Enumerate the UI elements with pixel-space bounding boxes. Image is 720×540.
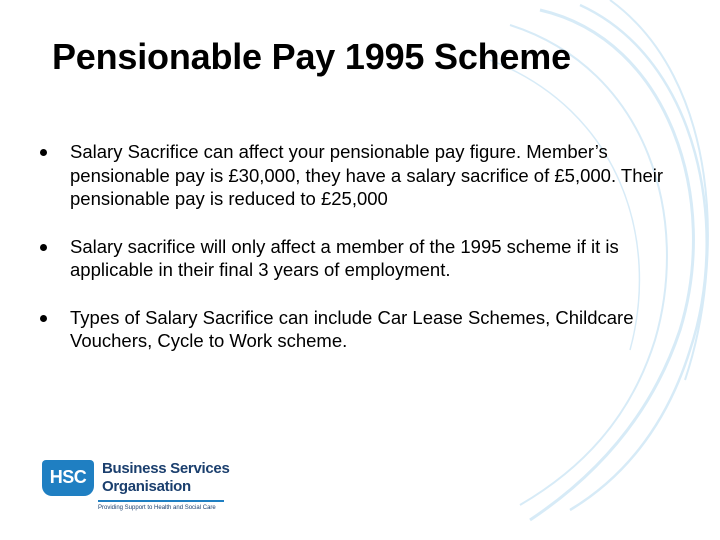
bso-logo — [42, 460, 232, 520]
bullet-item — [38, 140, 698, 211]
bullet-item — [38, 306, 698, 353]
logo-name-line1: Business Services — [102, 460, 230, 477]
logo-name-line2: Organisation — [102, 478, 191, 495]
logo-divider — [98, 500, 224, 502]
bullet-dot-icon — [40, 149, 47, 156]
hsc-badge-text: HSC — [49, 467, 87, 487]
bullet-dot-icon — [40, 315, 47, 322]
bullet-list — [38, 140, 698, 377]
bullet-dot-icon — [40, 244, 47, 251]
bullet-item — [38, 235, 698, 282]
hsc-badge-icon — [42, 460, 94, 496]
bullet-text: Types of Salary Sacrifice can include Car Lease Schemes, Childcare Vouchers, Cycle to Work scheme. — [70, 306, 634, 351]
bullet-text: Salary Sacrifice can affect your pensionable pay figure. Member’s pensionable pay is £30,000, they have a salary sacrifice of £5,000. Their pensionable pay is reduced to £25,000 — [70, 141, 664, 209]
slide-title: Pensionable Pay 1995 Scheme — [52, 36, 571, 77]
bullet-text: Salary sacrifice will only affect a member of the 1995 scheme if it is applicable in their final 3 years of employment. — [70, 235, 619, 280]
logo-tagline: Providing Support to Health and Social Care — [98, 505, 216, 511]
